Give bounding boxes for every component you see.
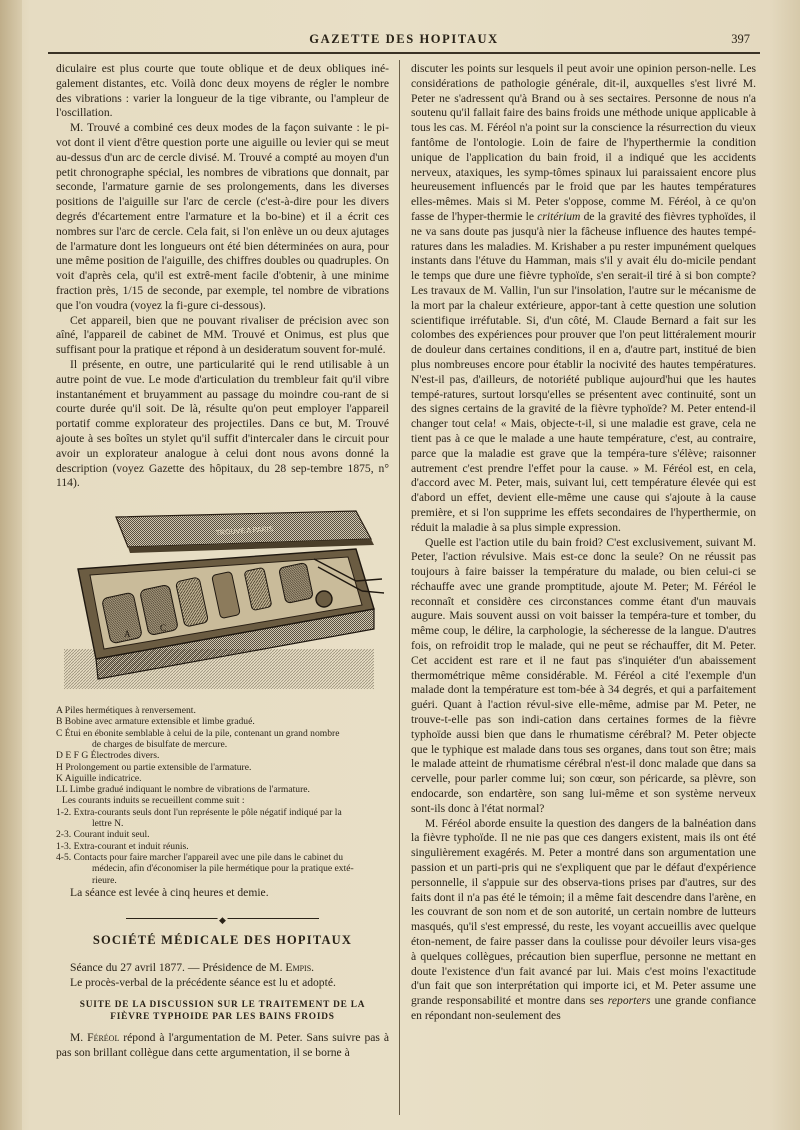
legend-line: 4-5. Contacts pour faire marcher l'appareil avec une pile dans le cabinet du [56,851,344,863]
legend-line: LL Limbe gradué indiquant le nombre de vibrations de l'armature. [56,784,310,796]
left-paragraph-4: Il présente, en outre, une particularité qui le rend utilisable à un autre point de vue. Le mode d'articulation du trembleur fait qu'il vibre instantanément et bruyamment au passage du moindre cou-rant de si courte durée qu'il soit. De là, résulte qu'on peut employer l'appareil portatif comme explorateur des projectiles. Dans ce but, M. Trouvé ajoute à ses boîtes un stylet qu'il suffit d'intercaler dans le circuit pour avoir un explorateur analogue à celui dont nous avons donné la description (voyez Gazette des hôpitaux, du 28 sep-tembre 1875, n° 114). [56,357,389,490]
right-column [411,62,756,1024]
legend-line: de charges de bisulfate de mercure. [92,739,228,750]
legend-line: 2-3. Courant induit seul. [56,829,150,841]
left-column [56,62,389,1061]
left-final-paragraph: M. Féréol répond à l'argumentation de M. Peter. Sans suivre pas à pas son brillant collègue dans cette argumentation, il se borne à [56,1031,389,1059]
legend-line: 1-2. Extra-courants seuls dont l'un représente le pôle négatif indiqué par la [56,806,342,818]
right-paragraph-1: discuter les points sur lesquels il peut avoir une opinion person-nelle. Les considérations de pathologie générale, dit-il, auxquelles s'est livré M. Peter ne s'adressent qu'à Brand ou à ses sectaires. Personne de nous n'a soutenu qu'il fallait faire des bains froids une méthode unique applicable à tous les cas. M. Féréol n'a point sur la conscience la résurrection du vieux fantôme de l'ontologie. Loin de faire de l'hyperthermie la condition unique de l'application du bain froid, il a indiqué que les accidents nerveux, ataxiques, les symp-tômes spinaux lui paraissaient encore plus heureusement influencés par le froid que par les hautes températures elles-mêmes. Mais si M. Peter s'oppose, comme M. Féréol, à ce qu'on fasse de l'hyper-thermie le critérium de la gravité des fièvres typhoïdes, il ne va sans doute pas jusqu'à nier la fâcheuse influence des hautes tempé-ratures dans les maladies. M. Krishaber a pu rester impunément quelques instants dans l'étuve du Hamman, mais s'il y avait élu do-micile pendant le temps que dure une fièvre typhoïde, s'en serait-il tiré à si bon compte? Les travaux de M. Vallin, l'un sur l'insolation, l'autre sur le mécanisme de la mort par la chaleur extérieure, appor-tant à cette question une solution scientifique irréfutable. Si, d'un côté, M. Claude Bernard a fait sur les colombes des expériences pour prouver que l'on peut littéralement mourir de douleur dans certaines conditions, il en a, d'autre part, institué de bien plus nombreuses encore pour établir la nocivité des hautes températures. N'est-il pas, d'ailleurs, de notoriété publique aujourd'hui que les hautes tempé-ratures, surtout lorsqu'elles se présentent avec continuité, sont un des signes certains de la gravité de la fièvre typhoïde? M. Peter entend-il changer tout cela! « Mais, objecte-t-il, si une maladie est grave, cela ne tient pas à ce que le malade a une haute température, c'est, au contraire, parce que la maladie est grave que la tempéra-ture s'élève; raisonner autrement c'est prendre l'effet pour la cause. » M. Féréol est, en cela, d'accord avec M. Peter, mais, suivant lui, cett température élevée qui est d'abord un effet, devient elle-même une cause qui s'ajoute à la cause première, et si l'on supprime les effets secondaires de l'hyperthermie, on réduit la maladie à sa plus simple expression. [411,62,757,534]
page-number: 397 [731,32,750,46]
separator-ornament-icon: ◆ [217,913,228,928]
proces-verbal-line: Le procès-verbal de la précédente séance est lu et adopté. [70,976,336,990]
right-paragraph-3: M. Féréol aborde ensuite la question des dangers de la balnéation dans la fièvre typhoïde. Il ne nie pas que ces dangers existent, mais ils ont été singulièrement exagérés. M. Peter a montré dans son argumentation une passion et un parti-pris qui ne s'expliquent que par le défaut d'expérience personnelle, il s'appuie sur des observa-tions prises par d'autres, sur des faits dont il n'a pas été le témoin; il a même fait descendre dans l'arène, en les couvrant de son nom et de son autorité, un certain nombre de lutteurs masqués, qu'il s'est empressé, du reste, les voyant accueillis avec quelque éton-nement, de faire passer dans la coulisse pour dévoiler leurs visa-ges à quelques collègues, précaution bien superflue, personne ne mettant en doute l'existence d'un fait avancé par lui. Mais c'est moins l'exactitude d'un fait que son interprétation qui importe ici, et M. Peter assume une grande responsabilité et montre dans ses reporters une grande confiance en répondant non-seulement des [411,816,756,1022]
legend-line: K Aiguille indicatrice. [56,772,142,784]
figure-letter-a: A [124,629,131,640]
figure-letter-c: C [160,623,167,634]
legend-line: 1-3. Extra-courant et induit réunis. [56,840,189,852]
section-title: SOCIÉTÉ MÉDICALE DES HOPITAUX [92,932,353,947]
header-rule [48,52,760,54]
president-name: Empis [285,961,312,975]
discussion-subtitle: SUITE DE LA DISCUSSION SUR LE TRAITEMENT DE LA FIÈVRE TYPHOIDE PAR LES BAINS FROIDS [79,1000,366,1023]
legend-line: rieure. [92,874,117,886]
apparatus-illustration [56,499,389,699]
apparatus-engraving [56,499,389,699]
legend-line: médecin, afin d'économiser la pile hermétique pour la pratique exté- [92,863,354,875]
section-separator [56,913,389,923]
legend-line: H Prolongement ou partie extensible de l'armature. [56,761,252,773]
left-paragraph-2: M. Trouvé a combiné ces deux modes de la façon suivante : le pi-vot dont il vient d'être question porte une aiguille ou levier qui se meut au-dessus d'un arc de cercle divisé. M. Trouvé a compté au moyen d'un petit chronographe spécial, les nombres de vibrations que donnait, par seconde, l'armature garnie de ses prolongements, dans les diverses positions de l'aiguille sur l'arc de cercle (c'est-à-dire pour les divers degrés d'écartement entre l'armature et la bo-bine) et il a écrit ces nombres sur l'arc de cercle. Cela fait, si l'on enlève un ou deux ajutages de l'armature dont les longueurs ont été bien déterminées on aura, pour une même position de l'aiguille, des chiffres doubles ou quadruples. On voit d'après cela, qu'il est extrê-ment facile d'obtenir, à une minime fraction près, 1/15 de seconde, par exemple, tel nombre de vibrations que l'on voudra (voyez la fi-gure ci-dessous). [56,121,389,312]
seance-date-line: Séance du 27 avril 1877. — Présidence de M. Empis. [70,961,315,975]
legend-line: B Bobine avec armature extensible et limbe gradué. [56,716,255,728]
right-paragraph-2: Quelle est l'action utile du bain froid? C'est exclusivement, suivant M. Peter, l'action révulsive. Mais est-ce donc la seule? On ne réussit pas toujours à faire baisser la température du malade, ou bien celui-ci se réchauffe avec une grande promptitude, ajoute M. Peter; M. Féréol le reconnaît et considère ces circonstances comme étant d'un mauvais augure. Mais souvent aussi on voit baisser la tempéra-ture et tomber, du même coup, le délire, la carphologie, la sécheresse de la langue. D'autres fois, on refroidit trop le malade, qui ne peut se réchauffer, dit M. Peter. Cet accident est rare et il ne faut pas s'inquiéter d'un abaissement thermométrique même considérable. M. Féréol a cité l'exemple d'un malade dont la température est tom-bée à 34 degrés, et qui a parfaitement guéri. Quant à l'action révul-sive elle-même, admise par M. Peter, ne trouve-t-elle pas son indi-cation dans certaines formes de la fièvre typhoïde aussi bien que dans le rhumatisme cérébral? M. Peter objecte que le typhique est malade dans tous ses organes, dans tout son être; mais le malade atteint de rhumatisme cérébral n'est-il donc malade que dans sa cervelle, pour parler comme lui; son cœur, son péricarde, sa plèvre, son endocarde, son endartère, son sang lui-même et son système nerveux sont-ils donc à l'état normal? [411,535,756,815]
left-paragraph-3: Cet appareil, bien que ne pouvant rivaliser de précision avec son aîné, l'appareil de cabinet de MM. Trouvé et Onimus, est plus que suffisant pour la pratique et répond à un desideratum souvent for-mulé. [56,313,389,357]
speaker-name: M. Féréol [70,1031,120,1045]
seance-closing-line: La séance est levée à cinq heures et demie. [70,885,269,899]
page-header-title: GAZETTE DES HOPITAUX [309,32,499,46]
legend-line: Les courants induits se recueillent comme suit : [62,795,245,807]
figure-legend [56,705,389,886]
left-paragraph-1: diculaire est plus courte que toute oblique et de deux obliques iné-galement distantes, etc. Voilà donc deux moyens de régler le nombre des vibrations : varier la longueur de la tige vibrante, ou l'ampleur de l'oscillation. [56,62,389,120]
figure-box-label: TROUVÉ A PARIS [215,526,274,538]
legend-line: D E F G Électrodes divers. [56,750,160,762]
page-header [48,30,760,52]
legend-line: C Étui en ébonite semblable à celui de la pile, contenant un grand nombre [56,727,340,739]
legend-line: A Piles hermétiques à renversement. [56,705,196,717]
legend-line: lettre N. [92,818,124,830]
column-divider [399,60,400,1115]
page-binding-edge [0,0,22,1130]
